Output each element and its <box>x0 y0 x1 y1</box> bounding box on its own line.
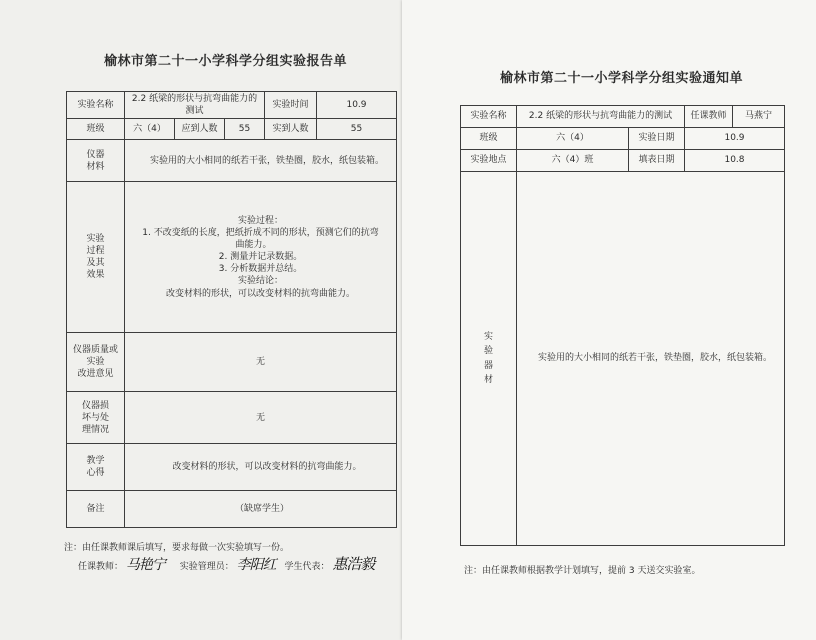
report-damage-label: 仪器损 坏与处 理情况 <box>67 392 125 444</box>
report-signatures <box>78 553 374 574</box>
report-table <box>66 91 397 528</box>
notice-class-label: 班级 <box>461 128 517 150</box>
notice-filldate-label: 填表日期 <box>629 150 685 172</box>
admin-signature: 李阳红 <box>236 557 276 573</box>
notice-location-value: 六（4）班 <box>517 150 629 172</box>
report-quality-value: 无 <box>125 333 397 392</box>
report-remarks-label: 备注 <box>67 491 125 528</box>
process-line: 曲能力。 <box>235 240 272 251</box>
process-line: 实验过程： <box>237 215 283 226</box>
report-time-value: 10.9 <box>317 92 397 119</box>
report-should-value: 55 <box>225 119 265 140</box>
report-name-value: 2.2 纸梁的形状与抗弯曲能力的测试 <box>125 92 265 119</box>
notice-materials-label: 实 验 器 材 <box>461 172 517 546</box>
report-process-value <box>125 182 397 333</box>
process-line: 1. 不改变纸的长度，把纸折成不同的形状，预测它们的抗弯 <box>142 227 379 238</box>
notice-name-label: 实验名称 <box>461 106 517 128</box>
report-time-label: 实验时间 <box>265 92 317 119</box>
notice-sheet <box>402 0 816 640</box>
admin-label: 实验管理员： <box>179 562 234 572</box>
report-actual-value: 55 <box>317 119 397 140</box>
report-name-label: 实验名称 <box>67 92 125 119</box>
notice-expdate-label: 实验日期 <box>629 128 685 150</box>
report-should-label: 应到人数 <box>175 119 225 140</box>
notice-location-label: 实验地点 <box>461 150 517 172</box>
report-process-label: 实验 过程 及其 效果 <box>67 182 125 333</box>
report-quality-label: 仪器质量或 实验 改进意见 <box>67 333 125 392</box>
report-reflection-value: 改变材料的形状，可以改变材料的抗弯曲能力。 <box>125 444 397 491</box>
process-line: 2. 测量并记录数据。 <box>218 252 303 263</box>
notice-name-value: 2.2 纸梁的形状与抗弯曲能力的测试 <box>517 106 685 128</box>
notice-expdate-value: 10.9 <box>685 128 785 150</box>
notice-teacher-value: 马燕宁 <box>733 106 785 128</box>
student-label: 学生代表： <box>284 562 330 572</box>
notice-materials-value: 实验用的大小相同的纸若干张，铁垫圈，胶水，纸包装箱。 <box>517 172 785 546</box>
report-class-value: 六（4） <box>125 119 175 140</box>
notice-title: 榆林市第二十一小学科学分组实验通知单 <box>500 71 744 86</box>
notice-table <box>460 105 785 546</box>
notice-note: 注：由任课教师根据教学计划填写，提前 3 天送交实验室。 <box>464 566 701 576</box>
report-materials-label: 仪器 材料 <box>67 140 125 182</box>
report-note: 注：由任课教师课后填写，要求每做一次实验填写一份。 <box>64 543 290 553</box>
report-remarks-value: （缺席学生） <box>125 491 397 528</box>
process-line: 改变材料的形状，可以改变材料的抗弯曲能力。 <box>165 288 355 299</box>
report-actual-label: 实到人数 <box>265 119 317 140</box>
notice-class-value: 六（4） <box>517 128 629 150</box>
teacher-signature: 马艳宁 <box>125 557 165 573</box>
report-damage-value: 无 <box>125 392 397 444</box>
notice-teacher-label: 任课教师 <box>685 106 733 128</box>
process-line: 实验结论： <box>237 276 283 287</box>
notice-filldate-value: 10.8 <box>685 150 785 172</box>
report-reflection-label: 教学 心得 <box>67 444 125 491</box>
report-materials-value: 实验用的大小相同的纸若干张，铁垫圈，胶水，纸包装箱。 <box>125 140 397 182</box>
report-title: 榆林市第二十一小学科学分组实验报告单 <box>104 54 348 69</box>
process-line: 3. 分析数据并总结。 <box>218 264 303 275</box>
teacher-label: 任课教师： <box>78 562 124 572</box>
report-class-label: 班级 <box>67 119 125 140</box>
student-signature: 惠浩毅 <box>332 555 375 573</box>
